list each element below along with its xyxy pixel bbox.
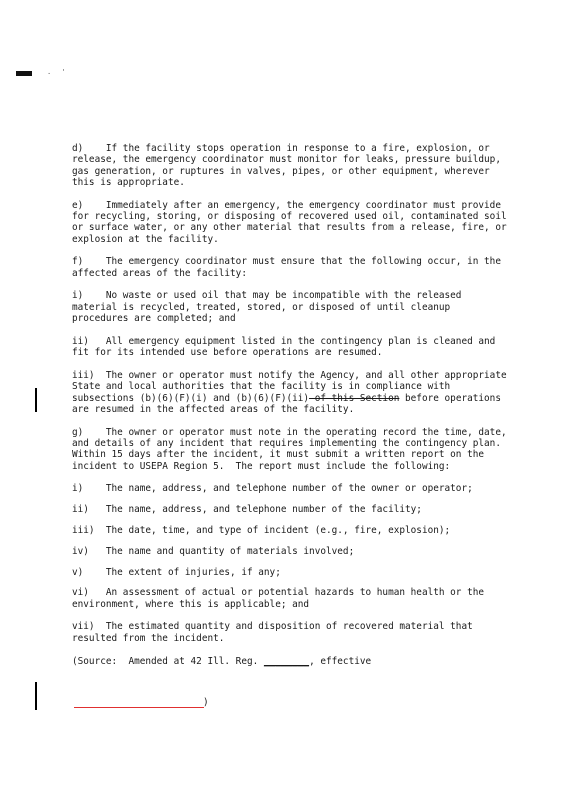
- list-item: iii) The date, time, and type of incident (e.g., fire, explosion);: [72, 524, 451, 536]
- list-item: v) The extent of injuries, if any;: [72, 566, 281, 578]
- list-item: vi) An assessment of actual or potential hazards to human health or the environment, where this is applicable; and: [72, 587, 490, 610]
- paragraph-d: d) If the facility stops operation in response to a fire, explosion, or release, the emergency coordinator must monitor for leaks, pressure buildup, gas generation, or ruptures in valves, pipes, or other equipment, wherever this is appropriate.: [72, 143, 507, 188]
- paragraph-f-iii: [72, 370, 512, 415]
- struck-text: of this Section: [309, 392, 400, 404]
- scan-mark: [16, 71, 32, 76]
- effective-date-blank: [74, 707, 204, 708]
- paragraph-g: g) The owner or operator must note in the operating record the time, date, and details of any incident that requires implementing the contingency plan. Within 15 days after the incident, it must submit a written report on the incident to USEPA Region 5. The report must include the following:: [72, 426, 513, 472]
- source-close: ): [203, 697, 209, 708]
- regulation-text: [72, 143, 512, 678]
- paragraph-f-ii: ii) All emergency equipment listed in the contingency plan is cleaned and fit for its intended use before operations are resumed.: [72, 335, 501, 359]
- paragraph-f-i: i) No waste or used oil that may be incompatible with the released material is recycled, treated, stored, or disposed of until cleanup procedures are completed; and: [72, 290, 468, 325]
- revision-bar: [35, 388, 37, 412]
- list-item: i) The name, address, and telephone number of the owner or operator;: [72, 483, 473, 495]
- list-item: iv) The name and quantity of materials involved;: [72, 545, 355, 557]
- revision-bar: [35, 682, 37, 710]
- list-item: ii) The name, address, and telephone number of the facility;: [72, 504, 422, 516]
- paragraph-e: e) Immediately after an emergency, the emergency coordinator must provide for recycling, storing, or disposing of recovered used oil, contaminated soil or surface water, or any other material that results from a release, fire, or explosion at the facility.: [72, 199, 513, 245]
- paragraph-f: f) The emergency coordinator must ensure that the following occur, in the affected areas of the facility:: [72, 256, 507, 279]
- paragraph-f-iii-tail: before operations are resumed in the affected areas of the facility.: [72, 392, 507, 415]
- list-item: vii) The estimated quantity and disposition of recovered material that resulted from the incident.: [72, 621, 479, 644]
- paragraph-f-iii-text: iii) The owner or operator must notify the Agency, and all other appropriate State and local authorities that the facility is in compliance with subsections (b)(6)(F)(i) and (b)(6)(F)(ii): [72, 369, 513, 404]
- source-note: [72, 656, 512, 667]
- source-blank: ________: [263, 655, 310, 667]
- source-text: (Source: Amended at 42 Ill. Reg.: [72, 655, 264, 667]
- scan-dots: . ': [47, 68, 69, 76]
- source-effective: , effective: [309, 655, 372, 667]
